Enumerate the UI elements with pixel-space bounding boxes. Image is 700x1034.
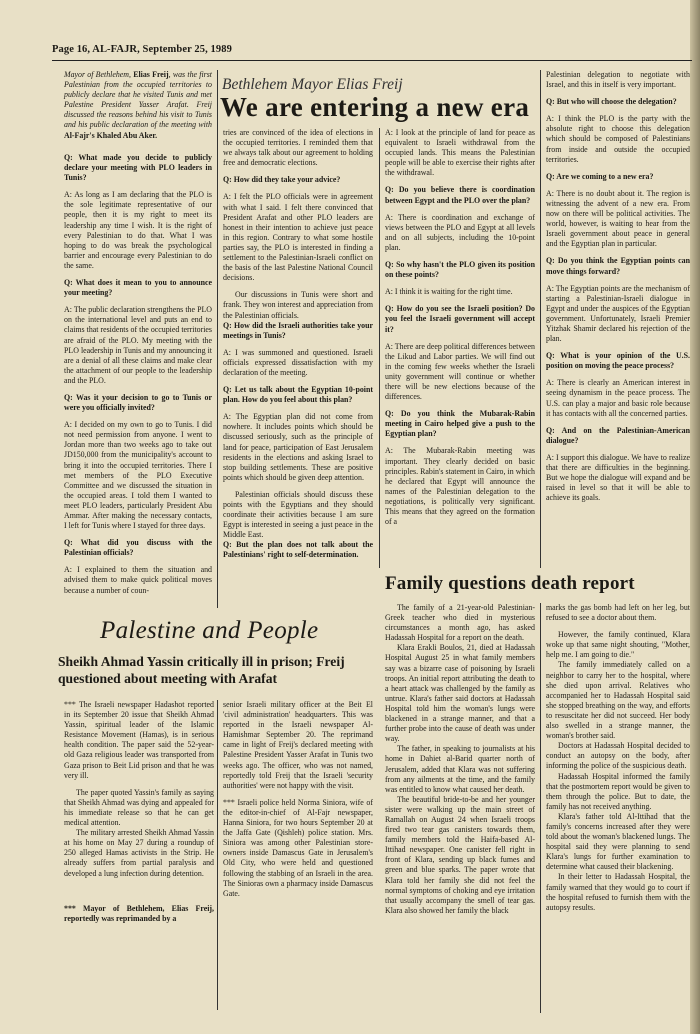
- body-paragraph: Hadassah Hospital informed the family that the postmortem report would be given to them through the police. But to date, the family has not received anything.: [546, 771, 690, 811]
- body-paragraph: A: I decided on my own to go to Tunis. I did not need permission from anyone. I went to Jordan more than two weeks ago to take out JD150,000 from the municipality's account to bring it into the occupied territories. There I met members of the PLO Executive Committee and we discussed the situation in the occupied areas. I told them I wanted to meet PLO leaders, particularly President Abu Ammar. After making the necessary contacts, I left for Tunis where I stayed for three days.: [64, 420, 212, 531]
- body-paragraph: A: I felt the PLO officials were in agreement with what I said. I felt there convinced that President Arafat and other PLO leaders are honest in their intention to achieve just peace in this region. Contrary to what some hostile parties say, the PLO is interested in finding a settlement to the Palestinian-Israeli conflict on the basis of the last Palestine National Council decisions.: [223, 192, 373, 283]
- body-paragraph: A: I think it is waiting for the right time.: [385, 287, 513, 297]
- question-paragraph: Q: How did the Israeli authorities take your meetings in Tunis?: [223, 320, 373, 340]
- interview-headline: We are entering a new era: [220, 92, 530, 122]
- family-column-1: [385, 603, 535, 916]
- body-paragraph: A: There is coordination and exchange of views between the PLO and Egypt at all levels and on all subjects, including the 10-point plan.: [385, 212, 535, 252]
- question-paragraph: Q: Do you think the Egyptian points can move things forward?: [546, 256, 690, 276]
- body-paragraph: The family of a 21-year-old Palestinian-Greek teacher who died in mysterious circumstances a month ago, has asked Hadassah Hospital for a report on the death.: [385, 603, 535, 643]
- body-paragraph: The paper quoted Yassin's family as saying that Sheikh Ahmad was dying and appealed for his immediate release so that he can get medical attention.: [64, 787, 214, 828]
- question-paragraph: Q: Are we coming to a new era?: [546, 171, 654, 181]
- interview-column-1: [64, 153, 212, 603]
- section-title: Palestine and People: [100, 617, 319, 644]
- body-paragraph: A: I think the PLO is the party with the absolute right to choose this delegation which should be composed of Palestinians from inside and outside the occupied territories.: [546, 114, 690, 164]
- section-column-1: [64, 700, 214, 931]
- body-paragraph: A: There are deep political differences between the Likud and Labor parties. We will find out in the coming few weeks whether the Israeli unity government will continue or whether there will be new elections because of the differences.: [385, 341, 535, 402]
- section-subhead: Sheikh Ahmad Yassin critically ill in prison; Freij questioned about meeting with Arafat: [58, 654, 345, 686]
- body-paragraph: marks the gas bomb had left on her leg, but refused to see a doctor about them.: [546, 603, 690, 623]
- question-paragraph: *** Mayor of Bethlehem, Elias Freij, reportedly was reprimanded by a: [64, 903, 214, 923]
- body-paragraph: A: As long as I am declaring that the PLO is the sole legitimate representative of our people, then it is my right to meet its leadership any time I wish. It is the right of every Palestinian to do that. What I was hoping to do was break the psychological barrier and encourage every Palestinian to do the same.: [64, 190, 212, 270]
- question-paragraph: Q: But the plan does not talk about the Palestinians' right to self-determination.: [223, 540, 373, 560]
- body-paragraph: A: The Egyptian plan did not come from nowhere. It includes points which should be discussed seriously, such as the principle of land for peace, participation of East Jerusalem residents in the elections and asking Israel to stop building settlements. These are positive points which should be given deep attention.: [223, 412, 373, 482]
- body-paragraph: [64, 879, 214, 897]
- column-rule: [540, 70, 541, 568]
- column-rule: [379, 128, 380, 568]
- question-paragraph: Q: What did you discuss with the Palestinian officials?: [64, 538, 212, 558]
- body-paragraph: A: I explained to them the situation and advised them to make quick political moves because a number of coun-: [64, 565, 212, 595]
- question-paragraph: Q: But who will choose the delegation?: [546, 97, 677, 107]
- interview-column-4: [546, 70, 690, 510]
- body-paragraph: A: I was summoned and questioned. Israeli officials expressed dissatisfaction with my declaration of the meeting.: [223, 347, 373, 377]
- question-paragraph: Q: What is your opinion of the U.S. position on moving the peace process?: [546, 351, 690, 371]
- body-paragraph: tries are convinced of the idea of elections in the occupied territories. I reminded them that we always talk about our agreement to holding free and democratic elections.: [223, 128, 373, 168]
- body-paragraph: The family immediately called on a neighbor to carry her to the hospital, where she died upon arrival. Relatives who accompanied her to Hadassah Hospital said she stopped breathing on the way, and efforts to resuscitate her did not succeed. Her body also swelled in a strange manner, the woman's brother said.: [546, 660, 690, 741]
- body-paragraph: A: The Egyptian points are the mechanism of starting a Palestinian-Israeli dialogue in Egypt and under the auspices of the Egyptian government. Unfortunately, Israeli Premier Yitzhak Shamir declared his rejection of the plan.: [546, 283, 690, 344]
- body-paragraph: A: The Mubarak-Rabin meeting was important. They clearly decided on basic principles. Rabin's statement in Cairo, in which he declared that Egypt will announce the names of the Palestinian delegation to the negotiations, is politically very significant. This means that they agreed on the formation of a: [385, 446, 535, 527]
- question-paragraph: Q: How do you see the Israeli position? Do you feel the Israeli government will accept it?: [385, 304, 535, 334]
- question-paragraph: Q: Was it your decision to go to Tunis or were you officially invited?: [64, 392, 212, 413]
- body-paragraph: Klara's father told Al-Ittihad that the family's concerns increased after they were told about the woman's blackened lungs. The hospital said they were planning to send Klara's lungs for further examination to determine what caused their blackening.: [546, 811, 690, 872]
- body-paragraph: The military arrested Sheikh Ahmad Yassin at his home on May 27 during a roundup of 250 alleged Hamas activists in the Strip. He already suffers from partial paralysis and developed a lung infection during detention.: [64, 828, 214, 878]
- intro-text-2: , was the first Palestinian from the occupied territories to publicly declare that he visited Tunis and met Palestine President Yasser Arafat. Freij discussed the reasons behind his visit to Tunis and his public declaration of the meeting with: [64, 70, 212, 130]
- intro-source: Al-Fajr's Khaled Abu Aker: [64, 130, 156, 140]
- body-paragraph: senior Israeli military officer at the Beit El 'civil administration' headquarters. This was reported in the Israeli newspaper Al-Hamishmar September 20. The reprimand came in light of Freij's declared meeting with Palestine President Yasser Arafat in Tunis two weeks ago. The officer, who was not named, reportedly told Freij that the Israeli 'security authorities' were not happy with the visit.: [223, 700, 373, 790]
- page-header: Page 16, AL-FAJR, September 25, 1989: [52, 44, 232, 55]
- body-paragraph: The beautiful bride-to-be and her younger sister were walking up the main street of Ramallah on August 24 when Israeli troops fired two tear gas canisters towards them, family members told the Haifa-based Al-Ittihad newspaper. One canister fell right in front of Klara, sending up black fumes and green and blue sparks. The paper wrote that Klara told her family she did not feel the normal symptoms of choking and eye irritation that usually accompany the smell of tear gas. Klara also showed her family the black: [385, 794, 535, 915]
- question-paragraph: Q: And on the Palestinian-American dialogue?: [546, 425, 690, 445]
- column-rule: [540, 603, 541, 1013]
- question-paragraph: Q: How did they take your advice?: [223, 175, 341, 185]
- body-paragraph: A: There is clearly an American interest in seeing dynamism in the peace process. The U.S. can play a major and basic role because it has contacts with all the concerned parties.: [546, 378, 690, 418]
- column-rule: [217, 700, 218, 1010]
- body-paragraph: The father, in speaking to journalists at his home in Dahiet al-Barid quarter north of Jerusalem, added that Klara was not suffering from any ailments at the time, and the family was entitled to know what caused her death.: [385, 744, 535, 794]
- header-rule: [52, 60, 692, 61]
- question-paragraph: Q: What made you decide to publicly declare your meeting with PLO leaders in Tunis?: [64, 153, 212, 183]
- body-paragraph: *** Israeli police held Norma Siniora, wife of the editor-in-chief of Al-Fajr newspaper, Hanna Siniora, for two hours September 20 at the Jaffa Gate (Qishleh) police station. Mrs. Siniora was among other Palestinian store-owners inside Damascus Gate in Jerusalem's Old City, who were held and questioned following the stabbing of an Israeli in the area. The Sinioras own a pharmacy inside Damascus Gate.: [223, 797, 373, 898]
- body-paragraph: Palestinian delegation to negotiate with Israel, and this in itself is very important.: [546, 70, 690, 90]
- question-paragraph: Q: What does it mean to you to announce your meeting?: [64, 278, 212, 298]
- family-column-2: [546, 603, 690, 913]
- body-paragraph: In their letter to Hadassah Hospital, the family warned that they would go to court if the hospital refused to furnish them with the autopsy results.: [546, 872, 690, 912]
- interview-intro: Mayor of Bethlehem, Elias Freij, was the first Palestinian from the occupied territories to publicly declare that he visited Tunis and met Palestine President Yasser Arafat. Freij discussed the reasons behind his visit to Tunis and his public declaration of the meeting with Al-Fajr's Khaled Abu Aker.: [64, 70, 212, 140]
- section-column-2: [223, 700, 373, 906]
- question-paragraph: Q: Do you think the Mubarak-Rabin meeting in Cairo helped give a push to the Egyptian plan?: [385, 409, 535, 439]
- body-paragraph: Palestinian officials should discuss these points with the Egyptians and they should coordinate their activities because I am sure Egypt is interested in seeing a just peace in the Middle East.: [223, 489, 373, 540]
- interview-column-2: [223, 128, 373, 568]
- body-paragraph: Klara Erakli Boulos, 21, died at Hadassah Hospital August 25 in what family members say was a bizarre case of poisoning by Israeli troops. An initial report attributing the death to a heart attack was challenged by the family as untrue. Klara's father said doctors at Hadassah Hospital told him the woman's lungs were blackened in a strange manner, and that a further probe into the cause of death was under way.: [385, 643, 535, 744]
- body-paragraph: A: There is no doubt about it. The region is witnessing the advent of a new era. From now on there will be political activities. The world, however, is waiting to hear from the Israeli government about peace in general and the Egyptian plan in particular.: [546, 188, 690, 249]
- interview-column-3: [385, 128, 535, 534]
- column-rule: [217, 70, 218, 608]
- intro-text-1: Mayor of Bethlehem,: [64, 70, 134, 79]
- question-paragraph: Q: Do you believe there is coordination between Egypt and the PLO over the plan?: [385, 185, 535, 205]
- body-paragraph: A: The public declaration strengthens the PLO on the international level and puts an end to claims that residents of the occupied territories are afraid of the PLO. My meeting with the PLO leadership in Tunis and my announcing it are a denial of all these claims and make clear the attachment of our people to the leadership and the PLO.: [64, 305, 212, 385]
- question-paragraph: Q: Let us talk about the Egyptian 10-point plan. How do you feel about this plan?: [223, 385, 373, 405]
- interview-kicker: Bethlehem Mayor Elias Freij: [222, 76, 403, 93]
- body-paragraph: *** The Israeli newspaper Hadashot reported in its September 20 issue that Sheikh Ahmad Yassin, spiritual leader of the Islamic Resistance Movement (Hamas), is in serious health condition. The paper said the 52-year-old Gaza religious leader was transported from Gaza prison to Beit Lid prison and that he was very ill.: [64, 700, 214, 780]
- page-edge-shadow: [690, 0, 700, 1034]
- family-headline: Family questions death report: [385, 573, 635, 594]
- intro-name: Elias Freij: [133, 70, 169, 79]
- body-paragraph: A: I support this dialogue. We have to realize that there are difficulties in the beginning. But we hope the dialogue will expand and be raised in level so that it will be able to achieve its goals.: [546, 452, 690, 503]
- body-paragraph: Doctors at Hadassah Hospital decided to conduct an autopsy on the body, after informing the police of the suspicious death.: [546, 741, 690, 771]
- body-paragraph: However, the family continued, Klara woke up that same night shouting, "Mother, help me. I am going to die.": [546, 630, 690, 660]
- body-paragraph: Our discussions in Tunis were short and frank. They won interest and appreciation from the Palestinian officials.: [223, 290, 373, 320]
- question-paragraph: Q: So why hasn't the PLO given its position on these points?: [385, 260, 535, 280]
- body-paragraph: A: I look at the principle of land for peace as equivalent to Israeli withdrawal from the occupied lands. This means the Palestinian people will be able to exercise their rights after the withdrawal.: [385, 128, 535, 178]
